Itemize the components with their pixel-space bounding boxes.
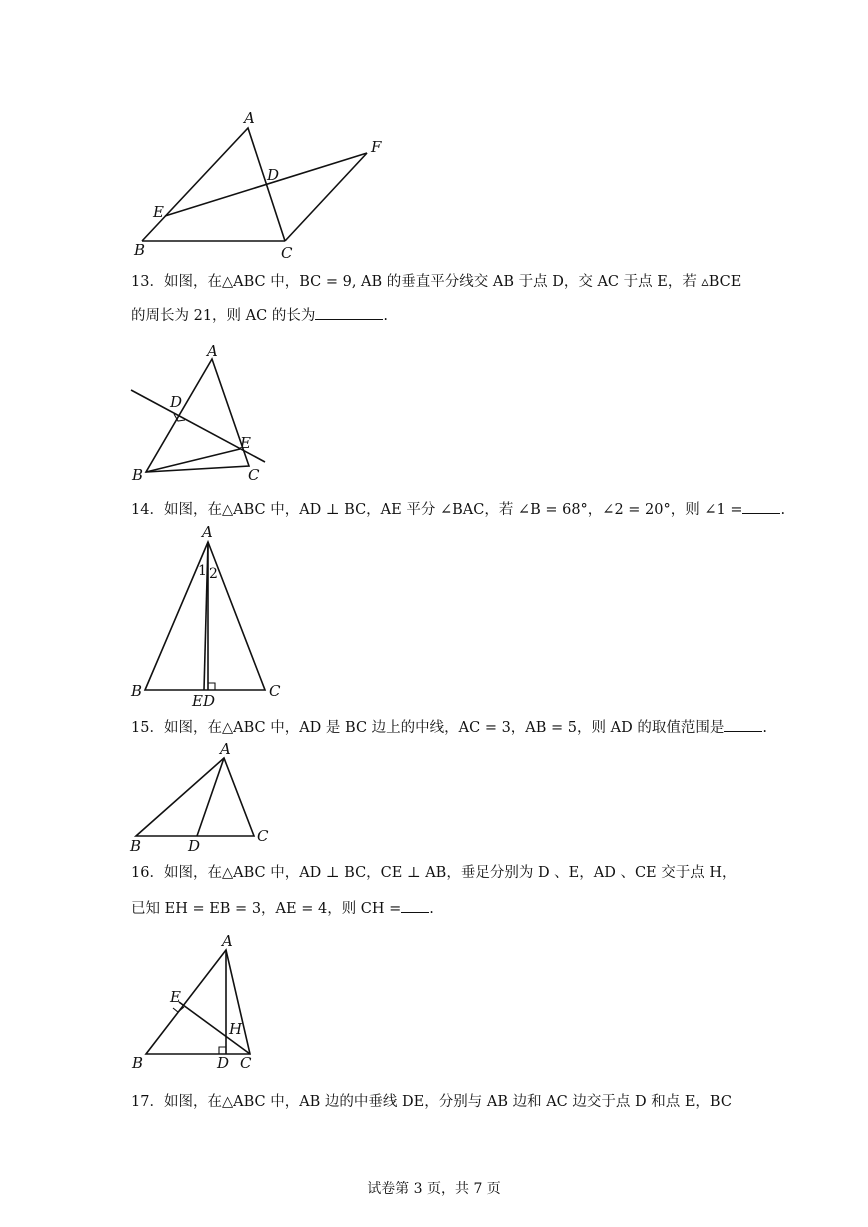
label-F: F bbox=[371, 138, 382, 156]
label-D: D bbox=[170, 393, 183, 411]
label-C: C bbox=[248, 466, 260, 484]
answer-blank[interactable] bbox=[315, 305, 383, 320]
label-C: C bbox=[257, 827, 269, 845]
answer-blank[interactable] bbox=[401, 898, 429, 913]
question-16-line-1 bbox=[131, 863, 751, 883]
angle-1-label: 1 bbox=[198, 563, 207, 579]
right-angle-mark-D bbox=[219, 1047, 226, 1054]
question-14-line-1: 14．如图，在△ABC 中，AD ⊥ BC，AE 平分 ∠BAC，若 ∠B = 68°，∠2 = 20°，则 ∠1 = . bbox=[131, 499, 751, 520]
figure-q16 bbox=[128, 930, 268, 1075]
label-B: B bbox=[131, 682, 143, 700]
triangle-ABC bbox=[136, 758, 254, 836]
answer-blank[interactable] bbox=[742, 499, 780, 514]
label-D: D bbox=[267, 166, 280, 184]
question-15-line-1: 15．如图，在△ABC 中，AD 是 BC 边上的中线，AC = 3，AB = 5，则 AD 的取值范围是 . bbox=[131, 717, 751, 738]
figure-q12 bbox=[120, 105, 410, 265]
right-angle-mark-E bbox=[173, 1007, 184, 1012]
label-B: B bbox=[132, 466, 144, 484]
label-C: C bbox=[240, 1054, 252, 1072]
label-B: B bbox=[134, 241, 146, 259]
figure-q13 bbox=[128, 340, 278, 485]
question-17-text: 17．如图，在△ABC 中，AB 边的中垂线 DE，分别与 AB 边和 AC 边交于点 D 和点 E，BC bbox=[131, 1094, 732, 1110]
question-16-text: 16．如图，在△ABC 中，AD ⊥ BC，CE ⊥ AB，垂足分别为 D 、E，AD 、CE 交于点 H， bbox=[131, 865, 737, 881]
triangle-ABC bbox=[146, 950, 250, 1054]
question-13-line-1 bbox=[131, 272, 751, 292]
question-13-line-2: 的周长为 21，则 AC 的长为 . bbox=[131, 305, 751, 326]
label-C: C bbox=[281, 244, 293, 262]
label-E: E bbox=[153, 203, 164, 221]
answer-blank[interactable] bbox=[724, 717, 762, 732]
label-H: H bbox=[229, 1020, 243, 1038]
label-D: D bbox=[217, 1054, 230, 1072]
triangle-ABC bbox=[146, 359, 249, 472]
question-17-line-1 bbox=[131, 1092, 751, 1112]
label-B: B bbox=[132, 1054, 144, 1072]
label-D: D bbox=[188, 837, 201, 855]
figure-q14 bbox=[128, 522, 293, 712]
question-13-text: 13．如图，在△ABC 中，BC = 9, AB 的垂直平分线交 AB 于点 D，交 AC 于点 E，若 ▵BCE bbox=[131, 274, 742, 290]
label-ED: ED bbox=[192, 692, 215, 710]
angle-2-label: 2 bbox=[209, 566, 218, 582]
label-A: A bbox=[207, 342, 218, 360]
label-B: B bbox=[130, 837, 142, 855]
figure-q15 bbox=[128, 740, 278, 855]
label-A: A bbox=[220, 740, 231, 758]
label-A: A bbox=[202, 523, 213, 541]
label-E: E bbox=[240, 434, 251, 452]
label-E: E bbox=[170, 988, 181, 1006]
right-angle-mark-D bbox=[208, 683, 215, 690]
page-footer: 试卷第 3 页，共 7 页 bbox=[367, 1181, 501, 1197]
label-C: C bbox=[269, 682, 281, 700]
question-16-line-2: 已知 EH = EB = 3，AE = 4，则 CH = . bbox=[131, 898, 751, 919]
label-A: A bbox=[222, 932, 233, 950]
label-A: A bbox=[244, 109, 255, 127]
